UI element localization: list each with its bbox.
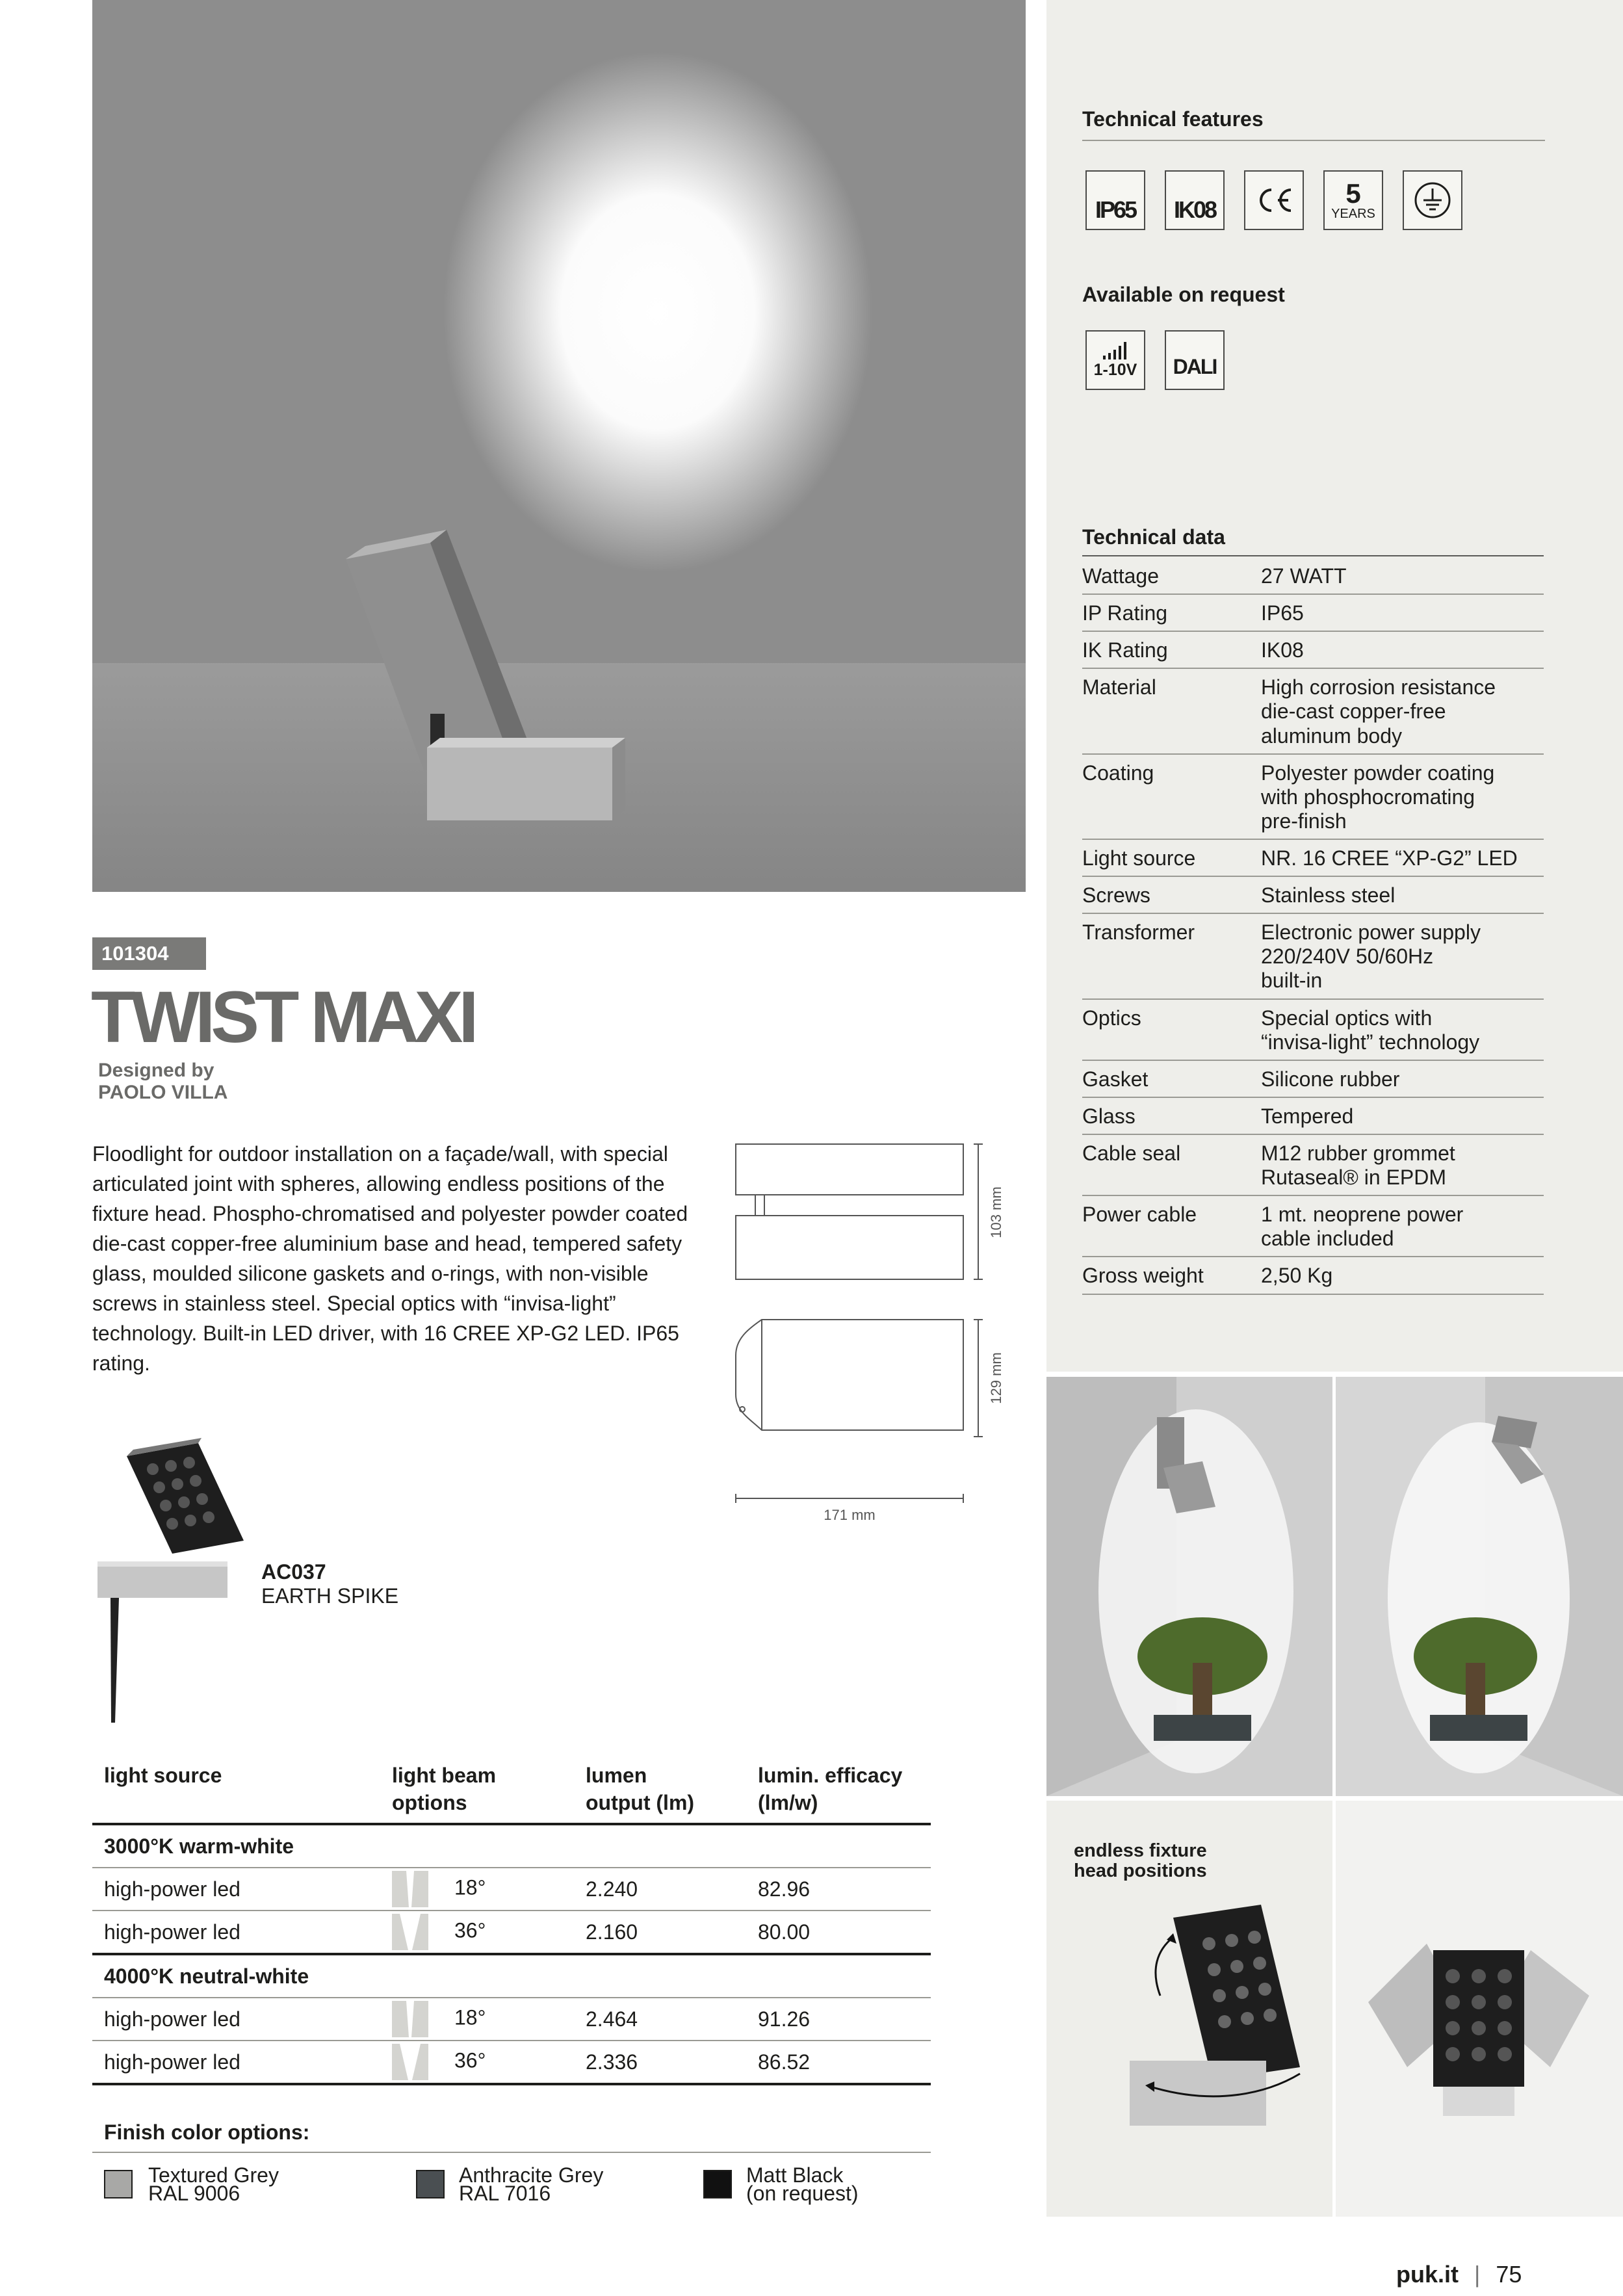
cell-source: high-power led — [92, 2041, 380, 2084]
designed-by-label: Designed by — [98, 1060, 214, 1081]
rotation-caption: endless fixture head positions — [1074, 1840, 1207, 1881]
beam-18-icon — [392, 2001, 428, 2037]
finish-title: Finish color options: — [104, 2120, 310, 2144]
designer-name: PAOLO VILLA — [98, 1082, 228, 1103]
tech-data-row — [1082, 999, 1544, 1060]
tech-data-row — [1082, 839, 1544, 876]
tech-data-value: Silicone rubber — [1261, 1060, 1544, 1097]
finish-label-anthracite-grey: Anthracite Grey RAL 7016 — [459, 2163, 604, 2205]
cell-source: high-power led — [92, 1868, 380, 1911]
dimension-height-top: 103 mm — [988, 1186, 1004, 1238]
tech-data-row — [1082, 754, 1544, 839]
table-row — [92, 1998, 931, 2041]
cell-lumen: 2.464 — [574, 1998, 746, 2041]
ip65-icon: IP65 — [1085, 170, 1145, 230]
earth-spike-image — [88, 1437, 257, 1729]
finish-label-matt-black: Matt Black (on request) — [746, 2163, 859, 2205]
tech-data-key: Wattage — [1082, 558, 1261, 594]
technical-data-title: Technical data — [1082, 525, 1225, 549]
beam-36-icon — [392, 2044, 428, 2080]
tech-data-value: 1 mt. neoprene power cable included — [1261, 1195, 1544, 1257]
beam-36-icon — [392, 1914, 428, 1950]
cell-efficacy: 82.96 — [746, 1868, 931, 1911]
accessory-name: EARTH SPIKE — [261, 1584, 399, 1608]
tech-data-value: NR. 16 CREE “XP-G2” LED — [1261, 839, 1544, 876]
page-footer — [1396, 2261, 1522, 2288]
tech-data-row — [1082, 1195, 1544, 1257]
warranty-5-years-icon: 5 YEARS — [1323, 170, 1383, 230]
tech-data-key: Optics — [1082, 999, 1261, 1060]
tech-data-key: Glass — [1082, 1097, 1261, 1134]
tech-data-row — [1082, 1097, 1544, 1134]
tech-data-value: Special optics with “invisa-light” technology — [1261, 999, 1544, 1060]
tech-data-value: Polyester powder coating with phosphocromating pre-finish — [1261, 754, 1544, 839]
tech-data-key: Cable seal — [1082, 1134, 1261, 1195]
tech-data-key: IP Rating — [1082, 594, 1261, 631]
group-4000k: 4000°K neutral-white — [92, 1954, 931, 1998]
tech-data-key: Transformer — [1082, 913, 1261, 998]
swatch-anthracite-grey — [416, 2170, 445, 2198]
cell-lumen: 2.240 — [574, 1868, 746, 1911]
cell-beam: 36° — [380, 1911, 574, 1954]
tech-data-row — [1082, 631, 1544, 668]
cell-source: high-power led — [92, 1998, 380, 2041]
divider — [92, 2152, 931, 2153]
tech-data-key: Material — [1082, 668, 1261, 753]
dimension-drawing — [728, 1131, 1014, 1534]
tech-data-key: Gasket — [1082, 1060, 1261, 1097]
light-source-table — [92, 1762, 931, 2085]
bonsai-photo-left — [1046, 1377, 1332, 1796]
earth-ground-icon — [1403, 170, 1462, 230]
column-header-beam-options: light beam options — [380, 1762, 574, 1824]
tech-data-row — [1082, 1134, 1544, 1195]
tech-data-key: Gross weight — [1082, 1257, 1261, 1294]
swatch-textured-grey — [104, 2170, 133, 2198]
tech-data-key: Coating — [1082, 754, 1261, 839]
tech-data-key: Screws — [1082, 876, 1261, 913]
page-number: 75 — [1496, 2261, 1522, 2288]
rotation-diagram-panel — [1046, 1801, 1332, 2217]
technical-features-title: Technical features — [1082, 107, 1264, 131]
table-row — [92, 2041, 931, 2084]
table-row — [92, 1911, 931, 1954]
dimension-width: 171 mm — [824, 1507, 876, 1523]
dimension-height-front: 129 mm — [988, 1352, 1004, 1404]
dimming-1-10v-icon: 1-10V — [1085, 330, 1145, 390]
available-on-request-title: Available on request — [1082, 283, 1285, 306]
footer-separator: | — [1474, 2261, 1481, 2288]
tech-data-value: IP65 — [1261, 594, 1544, 631]
cell-lumen: 2.160 — [574, 1911, 746, 1954]
column-header-efficacy: lumin. efficacy (lm/w) — [746, 1762, 931, 1824]
cell-beam: 36° — [380, 2041, 574, 2084]
tech-data-value: Stainless steel — [1261, 876, 1544, 913]
group-3000k: 3000°K warm-white — [92, 1824, 931, 1868]
tech-data-row — [1082, 1060, 1544, 1097]
tech-data-row — [1082, 913, 1544, 998]
tech-data-key: Light source — [1082, 839, 1261, 876]
finish-label-textured-grey: Textured Grey RAL 9006 — [148, 2163, 279, 2205]
accessory-code: AC037 — [261, 1560, 326, 1584]
hero-product-photo — [92, 0, 1026, 892]
dali-icon: DALI — [1165, 330, 1225, 390]
cell-source: high-power led — [92, 1911, 380, 1954]
tech-data-row — [1082, 876, 1544, 913]
tech-data-value: IK08 — [1261, 631, 1544, 668]
divider — [1082, 555, 1544, 556]
product-title: TWIST MAXI — [91, 976, 474, 1058]
product-description: Floodlight for outdoor installation on a façade/wall, with special articulated joint with spheres, allowing endless positions of the fixture head. Phospho-chromatised and polyester powder coated die-cast copper-free aluminium base and head, tempered safety glass, moulded silicone gaskets and o-rings, with non-visible screws in stainless steel. Special optics with “invisa-light” technology. Built-in LED driver, with 16 CREE XP-G2 LED. IP65 rating. — [92, 1142, 688, 1375]
designer-credit — [98, 1060, 227, 1104]
tech-data-value: Electronic power supply 220/240V 50/60Hz built-in — [1261, 913, 1544, 998]
tech-data-row — [1082, 594, 1544, 631]
cell-beam: 18° — [380, 1868, 574, 1911]
cell-efficacy: 86.52 — [746, 2041, 931, 2084]
table-row — [92, 1868, 931, 1911]
tech-data-key: IK Rating — [1082, 631, 1261, 668]
tech-data-value: Tempered — [1261, 1097, 1544, 1134]
cell-beam: 18° — [380, 1998, 574, 2041]
cell-efficacy: 91.26 — [746, 1998, 931, 2041]
ik08-icon: IK08 — [1165, 170, 1225, 230]
tech-data-row — [1082, 558, 1544, 594]
tech-data-row — [1082, 668, 1544, 753]
cell-efficacy: 80.00 — [746, 1911, 931, 1954]
beam-18-icon — [392, 1871, 428, 1907]
product-code-tag: 101304 — [92, 937, 206, 970]
ce-mark-icon — [1244, 170, 1304, 230]
tech-data-value: High corrosion resistance die-cast copper-free aluminum body — [1261, 668, 1544, 753]
bonsai-photo-right — [1336, 1377, 1623, 1796]
column-header-light-source: light source — [92, 1762, 380, 1824]
tech-data-value: 27 WATT — [1261, 558, 1544, 594]
site-link[interactable]: puk.it — [1396, 2261, 1459, 2288]
cell-lumen: 2.336 — [574, 2041, 746, 2084]
tech-data-value: 2,50 Kg — [1261, 1257, 1544, 1294]
divider — [1082, 140, 1545, 141]
tech-data-row — [1082, 1257, 1544, 1294]
technical-data-table — [1082, 558, 1544, 1295]
tech-data-value: M12 rubber grommet Rutaseal® in EPDM — [1261, 1134, 1544, 1195]
head-positions-photo — [1336, 1801, 1623, 2217]
column-header-lumen-output: lumen output (lm) — [574, 1762, 746, 1824]
tech-data-key: Power cable — [1082, 1195, 1261, 1257]
swatch-matt-black — [703, 2170, 732, 2198]
